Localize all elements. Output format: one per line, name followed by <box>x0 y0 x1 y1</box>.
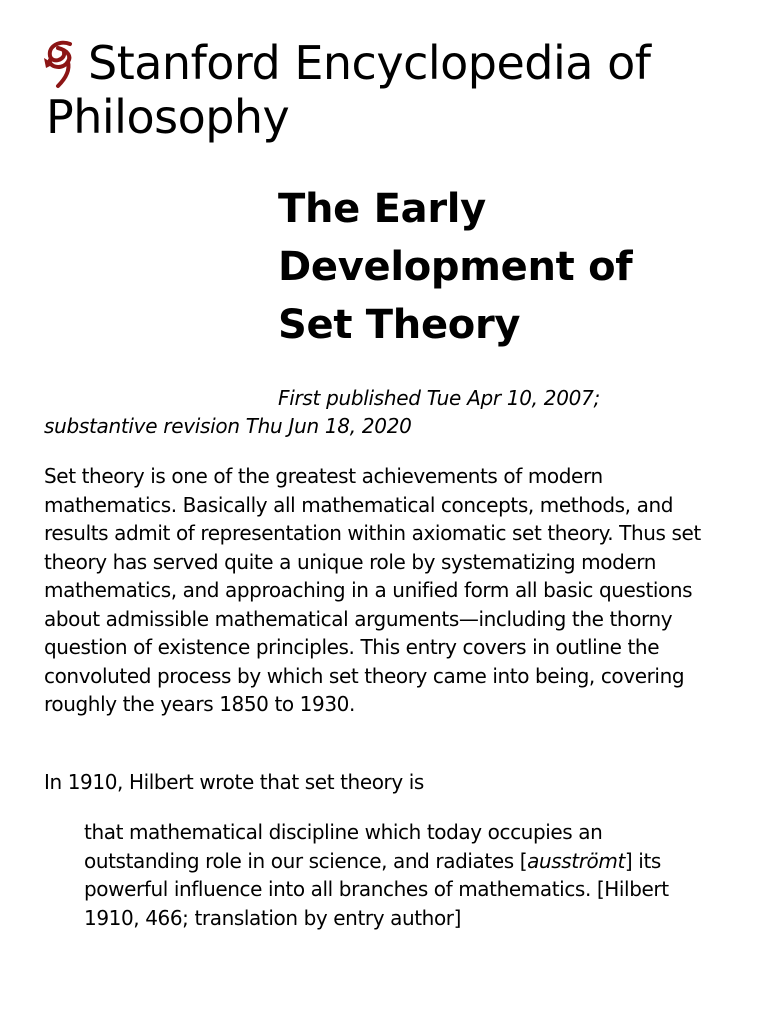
quote-text-before: that mathematical discipline which today occupies an outstanding role in our science, and radiates [ <box>84 820 603 873</box>
entry-title-line1: The Early <box>278 186 486 232</box>
site-title[interactable] <box>40 36 740 144</box>
site-header <box>40 36 740 144</box>
hilbert-quote <box>84 818 704 932</box>
pub-revision: substantive revision Thu Jun 18, 2020 <box>44 414 412 438</box>
entry-title <box>278 180 738 354</box>
publication-info <box>44 384 744 440</box>
site-title-line2[interactable]: Philosophy <box>46 90 290 144</box>
entry-title-line2: Development of <box>278 244 633 290</box>
preamble-paragraph: Set theory is one of the greatest achievements of modern mathematics. Basically all mathematical concepts, methods, and results admit of representation within axiomatic set theory. Thus set theory has served quite a unique role by systematizing modern mathematics, and approaching in a unified form all basic questions about admissible mathematical arguments—including the thorny question of existence principles. This entry covers in outline the convoluted process by which set theory came into being, covering roughly the years 1850 to 1930. <box>44 464 701 716</box>
entry-title-line3: Set Theory <box>278 302 521 348</box>
site-title-line1[interactable]: Stanford Encyclopedia of <box>88 36 651 90</box>
intro-paragraph: In 1910, Hilbert wrote that set theory is <box>44 770 424 794</box>
quote-text-after: ] its powerful influence into all branches of mathematics. [Hilbert 1910, 466; translation by entry author] <box>84 848 669 930</box>
pub-first-published: First published Tue Apr 10, 2007; <box>278 386 600 410</box>
quote-italic-term: ausströmt <box>527 848 625 873</box>
sep-logo-icon[interactable] <box>40 38 82 90</box>
